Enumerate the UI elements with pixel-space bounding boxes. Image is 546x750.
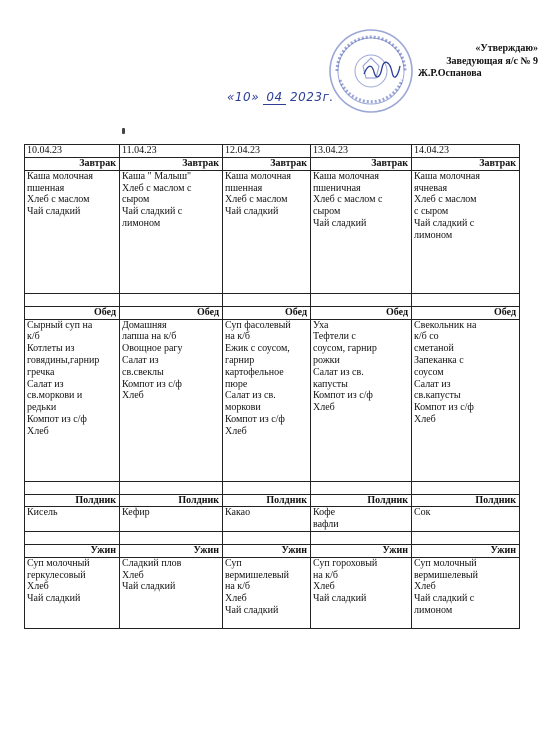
dish-line: Компот из с/ф	[313, 390, 373, 402]
dish-line: Салат из	[27, 378, 64, 390]
dish-line: на к/б	[225, 581, 251, 593]
dish-line: Домашняя	[122, 319, 167, 331]
dish-line: Котлеты из	[27, 343, 75, 355]
dish-line: соусом	[414, 366, 444, 378]
dish-line: Суп фасолевый	[225, 319, 291, 331]
meal-header-cell: Обед	[120, 306, 223, 319]
dish-line: вермишелевый	[225, 569, 289, 581]
dish-line: Чай сладкий	[122, 581, 176, 593]
menu-cell	[223, 507, 311, 532]
dish-line: Салат из св.	[225, 390, 276, 402]
dish-line: сыром	[313, 206, 341, 218]
dish-line: Кофе	[313, 507, 336, 519]
meal-header-cell: Ужин	[311, 544, 412, 557]
menu-cell	[120, 507, 223, 532]
dish-line: Хлеб	[225, 593, 247, 605]
spacer-cell	[120, 293, 223, 306]
date-month: 04	[263, 90, 285, 105]
dish-line: Каша " Малыш"	[122, 170, 192, 182]
dish-line: Салат из	[414, 378, 451, 390]
dish-line: пшенная	[225, 182, 263, 194]
dish-line: Каша молочная	[27, 170, 93, 182]
meal-header-cell: Полдник	[25, 494, 120, 507]
menu-cell	[412, 507, 520, 532]
spacer-cell	[25, 293, 120, 306]
dish-line: лимоном	[414, 229, 453, 241]
dish-line: вермишелевый	[414, 569, 478, 581]
date-close-quote: »	[251, 90, 260, 104]
dish-line: Чай сладкий с	[414, 217, 475, 229]
dish-line: с сыром	[414, 206, 449, 218]
dish-line: Запеканка с	[414, 354, 464, 366]
dish-line: Чай сладкий	[225, 206, 279, 218]
spacer-cell	[25, 481, 120, 494]
dish-line: Тефтели с	[313, 331, 356, 343]
spacer-row	[25, 531, 520, 544]
spacer-cell	[120, 481, 223, 494]
meal-header-cell: Полдник	[223, 494, 311, 507]
approval-position: Заведующая я/с № 9	[446, 55, 538, 67]
date-cell: 10.04.23	[25, 145, 120, 158]
weekly-menu-table	[24, 144, 520, 629]
dish-line: Сырный суп на	[27, 319, 93, 331]
meal-header-cell: Завтрак	[120, 158, 223, 171]
dish-line: соусом, гарнир	[313, 343, 377, 355]
spacer-cell	[25, 531, 120, 544]
meal-header-cell: Обед	[223, 306, 311, 319]
dish-line: к/б	[27, 331, 40, 343]
dish-line: Хлеб	[313, 402, 335, 414]
meal-header-cell: Завтрак	[25, 158, 120, 171]
dish-line: вафли	[313, 519, 339, 531]
menu-cell	[311, 319, 412, 481]
dish-line: Свекольник на	[414, 319, 477, 331]
dish-line: сметаной	[414, 343, 454, 355]
dish-line: Хлеб с маслом	[27, 194, 90, 206]
dish-line: св.свеклы	[122, 366, 164, 378]
dish-line: Сладкий плов	[122, 557, 182, 569]
menu-cell	[412, 319, 520, 481]
dish-line: Суп гороховый	[313, 557, 378, 569]
menu-cell	[223, 319, 311, 481]
menu-cell	[311, 170, 412, 293]
date-cell: 12.04.23	[223, 145, 311, 158]
menu-cell	[311, 507, 412, 532]
menu-cell	[25, 319, 120, 481]
dish-line: капусты	[313, 378, 348, 390]
dish-line: говядины,гарнир	[27, 354, 100, 366]
meal-header-cell: Ужин	[412, 544, 520, 557]
meal-content-row	[25, 557, 520, 628]
menu-cell	[412, 557, 520, 628]
date-day: 10	[234, 90, 252, 104]
dish-line: Хлеб	[414, 413, 436, 425]
menu-cell	[120, 557, 223, 628]
spacer-cell	[311, 293, 412, 306]
spacer-cell	[223, 531, 311, 544]
dish-line: Хлеб	[313, 581, 335, 593]
dish-line: Чай сладкий	[225, 604, 279, 616]
spacer-cell	[223, 293, 311, 306]
menu-cell	[120, 170, 223, 293]
dish-line: Хлеб с маслом	[414, 194, 477, 206]
dish-line: пшеничная	[313, 182, 361, 194]
dish-line: лапша на к/б	[122, 331, 177, 343]
dish-line: Компот из с/ф	[122, 378, 182, 390]
menu-cell	[25, 170, 120, 293]
approval-name: Ж.Р.Оспанова	[418, 68, 482, 79]
dish-line: лимоном	[122, 217, 161, 229]
spacer-cell	[120, 531, 223, 544]
dish-line: Хлеб с маслом	[225, 194, 288, 206]
dish-line: моркови	[225, 402, 261, 414]
dish-line: на к/б	[225, 331, 251, 343]
dish-line: Каша молочная	[313, 170, 379, 182]
spacer-cell	[223, 481, 311, 494]
approval-title: «Утверждаю»	[475, 43, 538, 54]
meal-header-cell: Ужин	[120, 544, 223, 557]
menu-cell	[223, 557, 311, 628]
dish-line: Хлеб с маслом с	[122, 182, 192, 194]
dish-line: гречка	[27, 366, 55, 378]
dish-line: Хлеб	[414, 581, 436, 593]
menu-cell	[223, 170, 311, 293]
meal-content-row	[25, 319, 520, 481]
date-cell: 11.04.23	[120, 145, 223, 158]
spacer-row	[25, 293, 520, 306]
dish-line: Салат из	[122, 354, 159, 366]
spacer-cell	[412, 481, 520, 494]
meal-header-row	[25, 494, 520, 507]
dish-line: Хлеб	[122, 390, 144, 402]
dish-line: Компот из с/ф	[225, 413, 285, 425]
meal-content-row	[25, 507, 520, 532]
menu-table-body	[25, 145, 520, 629]
dish-line: Чай сладкий	[27, 593, 81, 605]
spacer-row	[25, 481, 520, 494]
dish-line: Какао	[225, 507, 251, 519]
dish-line: Компот из с/ф	[27, 413, 87, 425]
dish-line: лимоном	[414, 604, 453, 616]
date-open-quote: «	[227, 90, 235, 104]
dish-line: Суп молочный	[27, 557, 90, 569]
meal-header-cell: Завтрак	[223, 158, 311, 171]
menu-cell	[311, 557, 412, 628]
dish-line: Хлеб	[27, 425, 49, 437]
dish-line: ячневая	[414, 182, 448, 194]
menu-cell	[412, 170, 520, 293]
dish-line: Чай сладкий с	[122, 206, 183, 218]
dish-line: Каша молочная	[225, 170, 291, 182]
menu-cell	[25, 507, 120, 532]
dish-line: Чай сладкий	[313, 217, 367, 229]
meal-header-cell: Полдник	[120, 494, 223, 507]
dish-line: Овощное рагу	[122, 343, 183, 355]
pen-mark	[122, 128, 125, 134]
menu-cell	[120, 319, 223, 481]
dish-line: Ежик с соусом,	[225, 343, 290, 355]
dates-row	[25, 145, 520, 158]
meal-content-row	[25, 170, 520, 293]
approval-block	[392, 43, 542, 81]
date-cell: 14.04.23	[412, 145, 520, 158]
meal-header-cell: Обед	[311, 306, 412, 319]
dish-line: рожки	[313, 354, 340, 366]
meal-header-cell: Завтрак	[412, 158, 520, 171]
dish-line: сыром	[122, 194, 150, 206]
meal-header-row	[25, 544, 520, 557]
dish-line: Хлеб	[225, 425, 247, 437]
dish-line: к/б со	[414, 331, 439, 343]
dish-line: Уха	[313, 319, 329, 331]
date-year: 2023г.	[290, 90, 334, 104]
dish-line: Чай сладкий	[27, 206, 81, 218]
dish-line: пюре	[225, 378, 248, 390]
meal-header-row	[25, 306, 520, 319]
meal-header-row	[25, 158, 520, 171]
meal-header-cell: Полдник	[311, 494, 412, 507]
spacer-cell	[311, 531, 412, 544]
dish-line: Компот из с/ф	[414, 402, 474, 414]
date-cell: 13.04.23	[311, 145, 412, 158]
dish-line: Чай сладкий	[313, 593, 367, 605]
dish-line: Хлеб с маслом с	[313, 194, 383, 206]
dish-line: Суп	[225, 557, 242, 569]
meal-header-cell: Обед	[25, 306, 120, 319]
meal-header-cell: Полдник	[412, 494, 520, 507]
dish-line: редьки	[27, 402, 57, 414]
dish-line: Хлеб	[27, 581, 49, 593]
spacer-cell	[412, 531, 520, 544]
dish-line: гарнир	[225, 354, 255, 366]
meal-header-cell: Обед	[412, 306, 520, 319]
dish-line: Кефир	[122, 507, 150, 519]
menu-cell	[25, 557, 120, 628]
dish-line: св.капусты	[414, 390, 461, 402]
dish-line: Суп молочный	[414, 557, 477, 569]
dish-line: Хлеб	[122, 569, 144, 581]
dish-line: Чай сладкий с	[414, 593, 475, 605]
spacer-cell	[311, 481, 412, 494]
dish-line: картофельное	[225, 366, 284, 378]
dish-line: Каша молочная	[414, 170, 480, 182]
dish-line: Сок	[414, 507, 431, 519]
dish-line: Салат из св.	[313, 366, 364, 378]
dish-line: пшенная	[27, 182, 65, 194]
dish-line: Кисель	[27, 507, 58, 519]
dish-line: на к/б	[313, 569, 339, 581]
handwritten-date	[227, 90, 334, 105]
meal-header-cell: Ужин	[223, 544, 311, 557]
dish-line: св.моркови и	[27, 390, 83, 402]
spacer-cell	[412, 293, 520, 306]
meal-header-cell: Ужин	[25, 544, 120, 557]
dish-line: геркулесовый	[27, 569, 86, 581]
meal-header-cell: Завтрак	[311, 158, 412, 171]
